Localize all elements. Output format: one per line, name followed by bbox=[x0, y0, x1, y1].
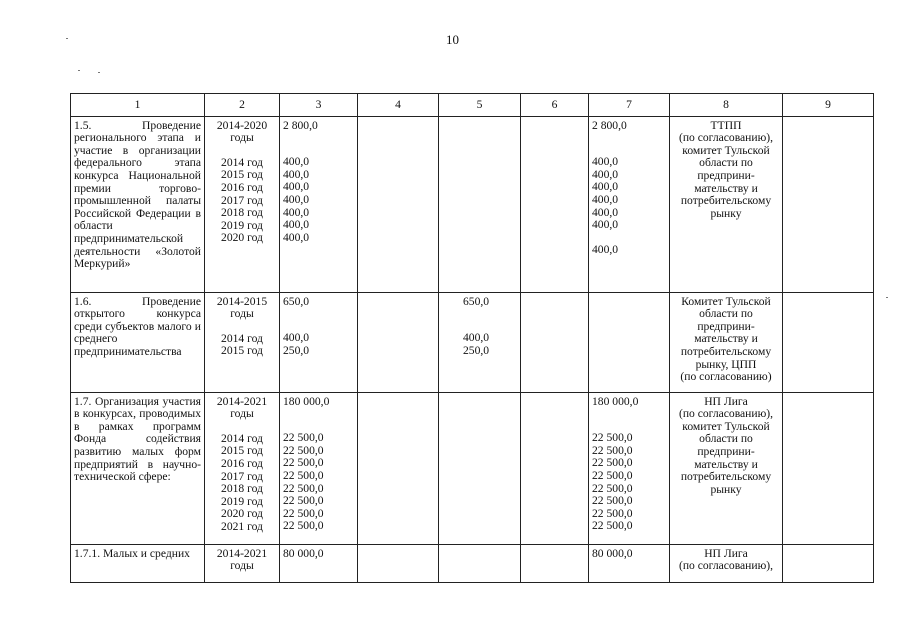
year-label: 2014 год bbox=[221, 331, 263, 345]
table-row bbox=[71, 292, 874, 392]
responsible-line: ТТПП bbox=[710, 118, 742, 132]
responsible-line: потребительскому bbox=[680, 194, 772, 208]
responsible-line: НП Лига bbox=[704, 394, 748, 408]
responsible-line: предприни- bbox=[697, 444, 755, 458]
responsible-line: мательству и bbox=[694, 181, 758, 195]
scan-speck bbox=[66, 38, 68, 39]
column-6-cell bbox=[521, 544, 589, 582]
year-value: 22 500,0 bbox=[283, 468, 324, 482]
header-cell-8: 8 bbox=[670, 94, 783, 117]
column-5-cell bbox=[439, 116, 521, 292]
responsible-cell bbox=[670, 392, 783, 544]
header-cell-6: 6 bbox=[521, 94, 589, 117]
scan-speck bbox=[886, 297, 888, 298]
table-row bbox=[71, 392, 874, 544]
period-text: 2014-2021 годы bbox=[216, 546, 268, 573]
header-cell-7: 7 bbox=[589, 94, 670, 117]
column-7-year-value: 22 500,0 bbox=[592, 481, 633, 495]
column-7-cell bbox=[589, 392, 670, 544]
column-6-cell bbox=[521, 392, 589, 544]
responsible-cell bbox=[670, 544, 783, 582]
column-9-cell bbox=[783, 116, 874, 292]
event-name: 1.6. Проведение открытого конкурса среди субъектов малого и среднего предпринимательства bbox=[74, 294, 201, 358]
column-7-year-value: 22 500,0 bbox=[592, 468, 633, 482]
column-5-year-value: 250,0 bbox=[463, 343, 490, 357]
period-text: 2014-2015 годы bbox=[216, 294, 268, 321]
year-label: 2020 год bbox=[221, 507, 263, 521]
year-label: 2015 год bbox=[221, 444, 263, 458]
year-value: 400,0 bbox=[283, 331, 310, 345]
responsible-line: комитет Тульской bbox=[682, 143, 770, 157]
program-table bbox=[70, 93, 874, 583]
year-value: 22 500,0 bbox=[283, 506, 324, 520]
spacer bbox=[592, 132, 666, 144]
event-name: 1.7.1. Малых и средних bbox=[74, 546, 190, 560]
year-value: 22 500,0 bbox=[283, 519, 324, 533]
column-6-cell bbox=[521, 292, 589, 392]
event-name-cell bbox=[71, 292, 205, 392]
responsible-line: (по согласованию), bbox=[678, 407, 774, 421]
column-9-cell bbox=[783, 392, 874, 544]
column-7-year-value: 22 500,0 bbox=[592, 431, 633, 445]
period-cell bbox=[205, 392, 280, 544]
year-value: 400,0 bbox=[283, 167, 310, 181]
year-label: 2015 год bbox=[221, 168, 263, 182]
responsible-line: области по bbox=[699, 432, 753, 446]
header-cell-1: 1 bbox=[71, 94, 205, 117]
column-5-value: 650,0 bbox=[463, 294, 490, 308]
year-value: 22 500,0 bbox=[283, 456, 324, 470]
responsible-line: НП Лига bbox=[704, 546, 748, 560]
header-row bbox=[71, 94, 874, 117]
total-value: 180 000,0 bbox=[283, 394, 330, 408]
responsible-line: рынку bbox=[710, 206, 742, 220]
total-cell bbox=[280, 544, 358, 582]
period-cell bbox=[205, 544, 280, 582]
column-7-value: 180 000,0 bbox=[592, 394, 639, 408]
year-label: 2019 год bbox=[221, 218, 263, 232]
total-value: 2 800,0 bbox=[283, 118, 318, 132]
year-value: 250,0 bbox=[283, 343, 310, 357]
year-label: 2018 год bbox=[221, 482, 263, 496]
responsible-line: предприни- bbox=[697, 168, 755, 182]
column-7-year-value: 400,0 bbox=[592, 205, 619, 219]
total-cell bbox=[280, 116, 358, 292]
column-9-cell bbox=[783, 292, 874, 392]
period-text: 2014-2021 годы bbox=[216, 394, 268, 421]
header-cell-2: 2 bbox=[205, 94, 280, 117]
column-7-year-value: 400,0 bbox=[592, 167, 619, 181]
scan-speck bbox=[98, 72, 100, 73]
responsible-line: области по bbox=[699, 307, 753, 321]
column-7-year-value: 400,0 bbox=[592, 180, 619, 194]
year-value: 400,0 bbox=[283, 218, 310, 232]
period-text: 2014-2020 годы bbox=[216, 118, 268, 145]
header-cell-4: 4 bbox=[358, 94, 439, 117]
year-value: 22 500,0 bbox=[283, 431, 324, 445]
column-7-year-value: 22 500,0 bbox=[592, 456, 633, 470]
column-7-year-value: 400,0 bbox=[592, 192, 619, 206]
table-row bbox=[71, 544, 874, 582]
year-label: 2017 год bbox=[221, 469, 263, 483]
column-4-cell bbox=[358, 116, 439, 292]
column-7-year-value: 400,0 bbox=[592, 218, 619, 232]
header-cell-5: 5 bbox=[439, 94, 521, 117]
event-name: 1.5. Проведение регионального этапа и участие в организации федерального этапа конкурса Национальной премии торгово-промышленной палаты Российской Федерации в области предпринимательской деятельности «Золотой Меркурий» bbox=[74, 118, 201, 271]
year-value: 22 500,0 bbox=[283, 481, 324, 495]
column-7-year-value: 400,0 bbox=[592, 242, 619, 256]
column-5-year-value: 400,0 bbox=[463, 331, 490, 345]
event-name-cell bbox=[71, 392, 205, 544]
responsible-line: Комитет Тульской bbox=[681, 294, 771, 308]
spacer bbox=[283, 308, 354, 320]
header-cell-3: 3 bbox=[280, 94, 358, 117]
column-7-cell bbox=[589, 544, 670, 582]
year-label: 2016 год bbox=[221, 180, 263, 194]
column-7-year-value: 22 500,0 bbox=[592, 494, 633, 508]
period-cell bbox=[205, 116, 280, 292]
total-cell bbox=[280, 392, 358, 544]
year-label: 2014 год bbox=[221, 431, 263, 445]
year-label: 2016 год bbox=[221, 456, 263, 470]
spacer bbox=[592, 408, 666, 420]
column-5-cell bbox=[439, 292, 521, 392]
column-5-cell bbox=[439, 392, 521, 544]
year-value: 400,0 bbox=[283, 205, 310, 219]
column-7-year-value: 22 500,0 bbox=[592, 443, 633, 457]
spacer bbox=[463, 308, 517, 320]
column-7-year-value: 22 500,0 bbox=[592, 506, 633, 520]
responsible-line: потребительскому bbox=[680, 344, 772, 358]
year-value: 400,0 bbox=[283, 192, 310, 206]
responsible-line: предприни- bbox=[697, 319, 755, 333]
year-value: 22 500,0 bbox=[283, 494, 324, 508]
year-label: 2020 год bbox=[221, 231, 263, 245]
spacer bbox=[208, 421, 276, 433]
period-cell bbox=[205, 292, 280, 392]
year-label: 2015 год bbox=[221, 344, 263, 358]
column-7-cell bbox=[589, 292, 670, 392]
column-7-year-value: 22 500,0 bbox=[592, 519, 633, 533]
responsible-cell bbox=[670, 292, 783, 392]
page-number: 10 bbox=[446, 32, 459, 47]
spacer bbox=[208, 321, 276, 333]
total-value: 80 000,0 bbox=[283, 546, 324, 560]
scan-speck bbox=[78, 70, 80, 71]
column-4-cell bbox=[358, 292, 439, 392]
year-value: 400,0 bbox=[283, 180, 310, 194]
column-4-cell bbox=[358, 392, 439, 544]
total-cell bbox=[280, 292, 358, 392]
event-name-cell bbox=[71, 116, 205, 292]
spacer bbox=[283, 132, 354, 144]
column-9-cell bbox=[783, 544, 874, 582]
responsible-cell bbox=[670, 116, 783, 292]
table-row bbox=[71, 116, 874, 292]
responsible-line: мательству и bbox=[694, 457, 758, 471]
column-7-cell bbox=[589, 116, 670, 292]
responsible-line: рынку, ЦПП bbox=[695, 357, 757, 371]
year-value: 400,0 bbox=[283, 230, 310, 244]
responsible-line: мательству и bbox=[694, 332, 758, 346]
responsible-line: (по согласованию), bbox=[678, 131, 774, 145]
responsible-line: комитет Тульской bbox=[682, 419, 770, 433]
table-body bbox=[71, 94, 874, 583]
year-label: 2014 год bbox=[221, 155, 263, 169]
year-label: 2021 год bbox=[221, 519, 263, 533]
responsible-line: (по согласованию), bbox=[678, 559, 774, 573]
year-label: 2017 год bbox=[221, 193, 263, 207]
year-value: 400,0 bbox=[283, 155, 310, 169]
year-label: 2019 год bbox=[221, 494, 263, 508]
spacer bbox=[592, 232, 666, 244]
year-value: 22 500,0 bbox=[283, 443, 324, 457]
spacer bbox=[283, 408, 354, 420]
responsible-line: области по bbox=[699, 156, 753, 170]
column-7-value: 2 800,0 bbox=[592, 118, 627, 132]
column-7-value: 80 000,0 bbox=[592, 546, 633, 560]
responsible-line: (по согласованию) bbox=[680, 370, 772, 384]
event-name-cell bbox=[71, 544, 205, 582]
responsible-line: потребительскому bbox=[680, 470, 772, 484]
column-5-cell bbox=[439, 544, 521, 582]
total-value: 650,0 bbox=[283, 294, 310, 308]
column-4-cell bbox=[358, 544, 439, 582]
event-name: 1.7. Организация участия в конкурсах, проводимых в рамках программ Фонда содействия развитию малых форм предприятий в научно-технической сфере: bbox=[74, 394, 201, 484]
year-label: 2018 год bbox=[221, 206, 263, 220]
spacer bbox=[208, 145, 276, 157]
header-cell-9: 9 bbox=[783, 94, 874, 117]
responsible-line: рынку bbox=[710, 482, 742, 496]
column-6-cell bbox=[521, 116, 589, 292]
column-7-year-value: 400,0 bbox=[592, 155, 619, 169]
